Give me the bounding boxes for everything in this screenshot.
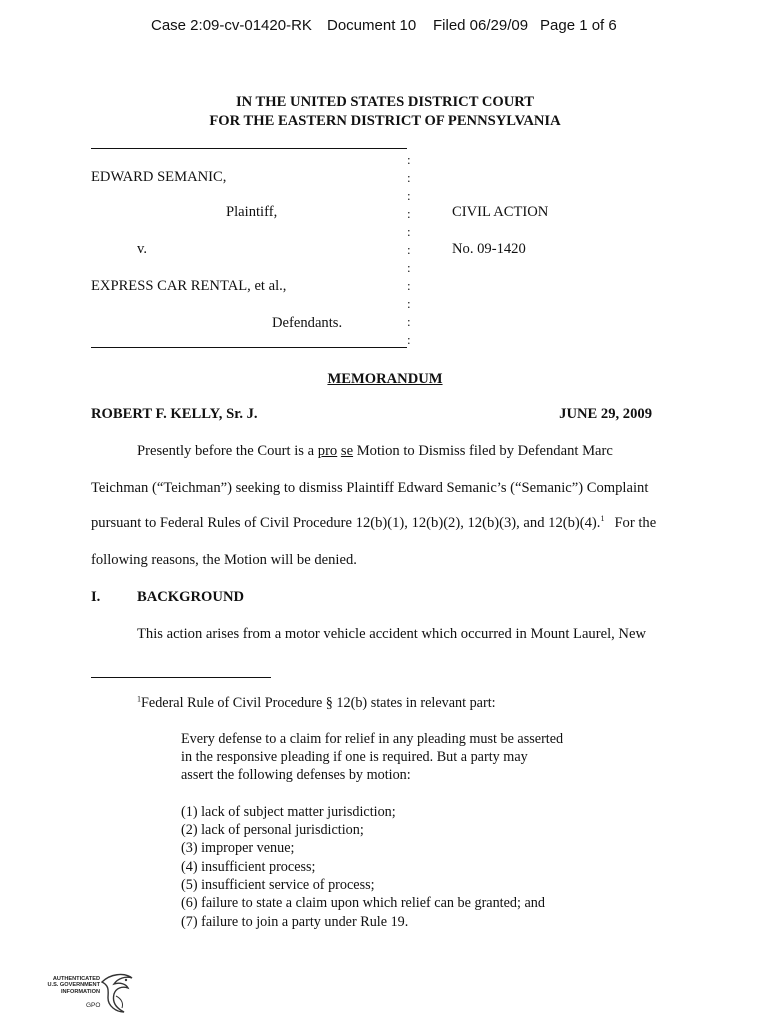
plaintiff-role: Plaintiff, [226, 204, 278, 220]
caption-colon: : [407, 224, 411, 239]
paragraph-1-line-2: Teichman (“Teichman”) seeking to dismiss Plaintiff Edward Semanic’s (“Semanic”) Complaint [91, 480, 649, 496]
caption-colon: : [407, 242, 411, 257]
paragraph-1-line-4: following reasons, the Motion will be denied. [91, 552, 357, 568]
court-title-line2: FOR THE EASTERN DISTRICT OF PENNSYLVANIA [209, 113, 561, 129]
footnote-list-item: (6) failure to state a claim upon which relief can be granted; and [181, 895, 545, 911]
caption-colon: : [407, 278, 411, 293]
judge-name: ROBERT F. KELLY, Sr. J. [91, 406, 258, 422]
page-number-header: Page 1 of 6 [540, 17, 617, 34]
footnote-intro-text: Federal Rule of Civil Procedure § 12(b) states in relevant part: [141, 695, 496, 711]
case-number: No. 09-1420 [452, 241, 526, 257]
footnote-list-item: (1) lack of subject matter jurisdiction; [181, 804, 396, 820]
logo-gpo-text: GPO [86, 1002, 101, 1009]
footnote-intro [137, 695, 496, 712]
se-term: se [340, 443, 354, 459]
footnote-reference[interactable]: 1 [600, 514, 605, 524]
caption-bottom-rule [91, 347, 407, 348]
footnote-marker: 1 [137, 694, 141, 704]
footnote-list-item: (3) improper venue; [181, 840, 295, 856]
caption-colon: : [407, 170, 411, 185]
footnote-separator [91, 677, 271, 678]
pro-term: pro [317, 443, 338, 459]
court-title-line1: IN THE UNITED STATES DISTRICT COURT [235, 94, 535, 110]
filed-date-header: Filed 06/29/09 [433, 17, 529, 34]
footnote-quote-line: Every defense to a claim for relief in any pleading must be asserted [181, 731, 564, 747]
eagle-icon [98, 972, 138, 1018]
memorandum-title: MEMORANDUM [327, 371, 443, 387]
defendant-role: Defendants. [272, 315, 343, 331]
footnote-list-item: (2) lack of personal jurisdiction; [181, 822, 364, 838]
section-number: I. [91, 589, 101, 605]
paragraph-1-line-3 [91, 515, 656, 532]
document-number-header: Document 10 [327, 17, 417, 34]
action-type: CIVIL ACTION [452, 204, 549, 220]
caption-colon: : [407, 206, 411, 221]
logo-text-line: U.S. GOVERNMENT [47, 982, 100, 989]
text-run: pursuant to Federal Rules of Civil Procedure 12(b)(1), 12(b)(2), 12(b)(3), and 12(b)(4). [91, 515, 601, 531]
versus-label: v. [137, 241, 147, 257]
case-number-header: Case 2:09-cv-01420-RK [151, 17, 312, 34]
footnote-quote-line: assert the following defenses by motion: [181, 767, 411, 783]
caption-colon: : [407, 332, 411, 347]
plaintiff-name: EDWARD SEMANIC, [91, 169, 227, 185]
caption-colon: : [407, 314, 411, 329]
paragraph-2-line-1: This action arises from a motor vehicle accident which occurred in Mount Laurel, New [137, 626, 646, 642]
text-run: For the [614, 515, 657, 531]
defendant-name: EXPRESS CAR RENTAL, et al., [91, 278, 287, 294]
logo-text-line: AUTHENTICATED [52, 976, 100, 982]
text-run: Presently before the Court is a [137, 443, 318, 459]
footnote-list-item: (4) insufficient process; [181, 859, 316, 875]
gpo-authentication-logo [42, 972, 138, 1018]
text-run: Motion to Dismiss filed by Defendant Marc [353, 443, 613, 459]
memo-date: JUNE 29, 2009 [559, 406, 652, 422]
section-title: BACKGROUND [137, 589, 245, 605]
footnote-list-item: (7) failure to join a party under Rule 19. [181, 914, 409, 930]
caption-colon: : [407, 188, 411, 203]
caption-colon: : [407, 152, 411, 167]
caption-colon: : [407, 260, 411, 275]
footnote-quote-line: in the responsive pleading if one is required. But a party may [181, 749, 528, 765]
logo-text-block [42, 976, 100, 995]
footnote-list-item: (5) insufficient service of process; [181, 877, 375, 893]
logo-text-line: INFORMATION [60, 988, 100, 995]
paragraph-1-line-1 [137, 443, 613, 460]
caption-top-rule [91, 148, 407, 149]
caption-colon: : [407, 296, 411, 311]
